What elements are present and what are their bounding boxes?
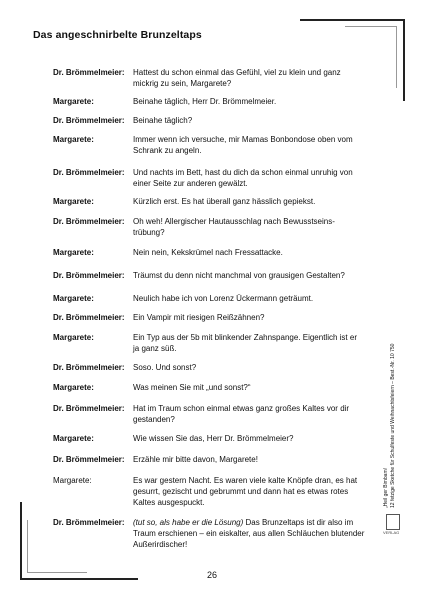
dialogue-line: Nein nein, Kekskrümel nach Fressattacke. bbox=[133, 248, 283, 257]
speaker-name: Margarete: bbox=[53, 197, 94, 206]
dialogue-line: Hattest du schon einmal das Gefühl, viel zu klein und ganz mickrig zu sein, Margarete? bbox=[133, 68, 341, 88]
dialogue-line: Was meinen Sie mit „und sonst?“ bbox=[133, 383, 251, 392]
speaker-name: Margarete: bbox=[53, 476, 92, 485]
publisher-logo-text: VERLAG bbox=[383, 530, 400, 535]
dialogue-line bbox=[133, 517, 365, 550]
dialogue-line: Wie wissen Sie das, Herr Dr. Brömmelmeier? bbox=[133, 434, 294, 443]
sidebar-title: „Heil ger Bimbam! bbox=[383, 467, 389, 508]
speaker-name: Dr. Brömmelmeier: bbox=[53, 168, 125, 177]
speaker-name: Dr. Brömmelmeier: bbox=[53, 363, 125, 372]
speaker-name: Margarete: bbox=[53, 294, 94, 303]
dialogue-line: Erzähle mir bitte davon, Margarete! bbox=[133, 455, 258, 464]
dialogue-line: Soso. Und sonst? bbox=[133, 363, 197, 372]
speaker-name: Dr. Brömmelmeier: bbox=[53, 518, 125, 527]
page-title: Das angeschnirbelte Brunzeltaps bbox=[33, 29, 202, 41]
dialogue-line: Träumst du denn nicht manchmal von grausigen Gestalten? bbox=[133, 271, 345, 280]
dialogue-line: Kürzlich erst. Es hat überall ganz hässlich gepiekst. bbox=[133, 197, 316, 206]
dialogue-line: Oh weh! Allergischer Hautausschlag nach Bewusstseins-trübung? bbox=[133, 217, 335, 237]
speaker-name: Dr. Brömmelmeier: bbox=[53, 313, 125, 322]
stage-direction: (tut so, als habe er die Lösung) bbox=[133, 518, 244, 527]
dialogue-line: Ein Typ aus der 5b mit blinkender Zahnspange. Eigentlich ist er ja ganz süß. bbox=[133, 333, 357, 353]
dialogue-line: Und nachts im Bett, hast du dich da schon einmal unruhig von einer Seite zur anderen gewälzt. bbox=[133, 168, 353, 188]
dialogue-line: Beinahe täglich? bbox=[133, 116, 193, 125]
speaker-name: Dr. Brömmelmeier: bbox=[53, 404, 125, 413]
speaker-name: Dr. Brömmelmeier: bbox=[53, 455, 125, 464]
sidebar-subtitle: 12 fetzige Sketche für Schulfeste und Weihnachtsfeiern – Best.-Nr. 10 750 bbox=[390, 343, 396, 508]
speaker-name: Margarete: bbox=[53, 97, 94, 106]
speaker-name: Margarete: bbox=[53, 383, 94, 392]
speaker-name: Dr. Brömmelmeier: bbox=[53, 116, 125, 125]
dialogue-text: Das Brunzeltaps ist dir also im Traum erschienen – ein eiskalter, aus allen Schläuchen blutender Außerirdischer! bbox=[133, 518, 365, 549]
dialogue-line: Beinahe täglich, Herr Dr. Brömmelmeier. bbox=[133, 97, 277, 106]
dialogue-line: Ein Vampir mit riesigen Reißzähnen? bbox=[133, 313, 265, 322]
publisher-logo-icon bbox=[386, 514, 400, 530]
speaker-name: Dr. Brömmelmeier: bbox=[53, 271, 125, 280]
speaker-name: Margarete: bbox=[53, 135, 94, 144]
dialogue-line: Hat im Traum schon einmal etwas ganz großes Kaltes vor dir gestanden? bbox=[133, 404, 350, 424]
dialogue-line: Es war gestern Nacht. Es waren viele kalte Knöpfe dran, es hat gesurrt, gezischt und gebrummt und dann hat es etwas rotes Kaltes ausgespuckt. bbox=[133, 476, 358, 507]
dialogue-line: Neulich habe ich von Lorenz Ückermann geträumt. bbox=[133, 294, 314, 303]
dialogue-line: Immer wenn ich versuche, mir Mamas Bonbondose oben vom Schrank zu angeln. bbox=[133, 135, 353, 155]
speaker-name: Margarete: bbox=[53, 248, 94, 257]
speaker-name: Dr. Brömmelmeier: bbox=[53, 68, 125, 77]
speaker-name: Margarete: bbox=[53, 333, 94, 342]
speaker-name: Dr. Brömmelmeier: bbox=[53, 217, 125, 226]
speaker-name: Margarete: bbox=[53, 434, 94, 443]
page-number: 26 bbox=[206, 570, 217, 580]
